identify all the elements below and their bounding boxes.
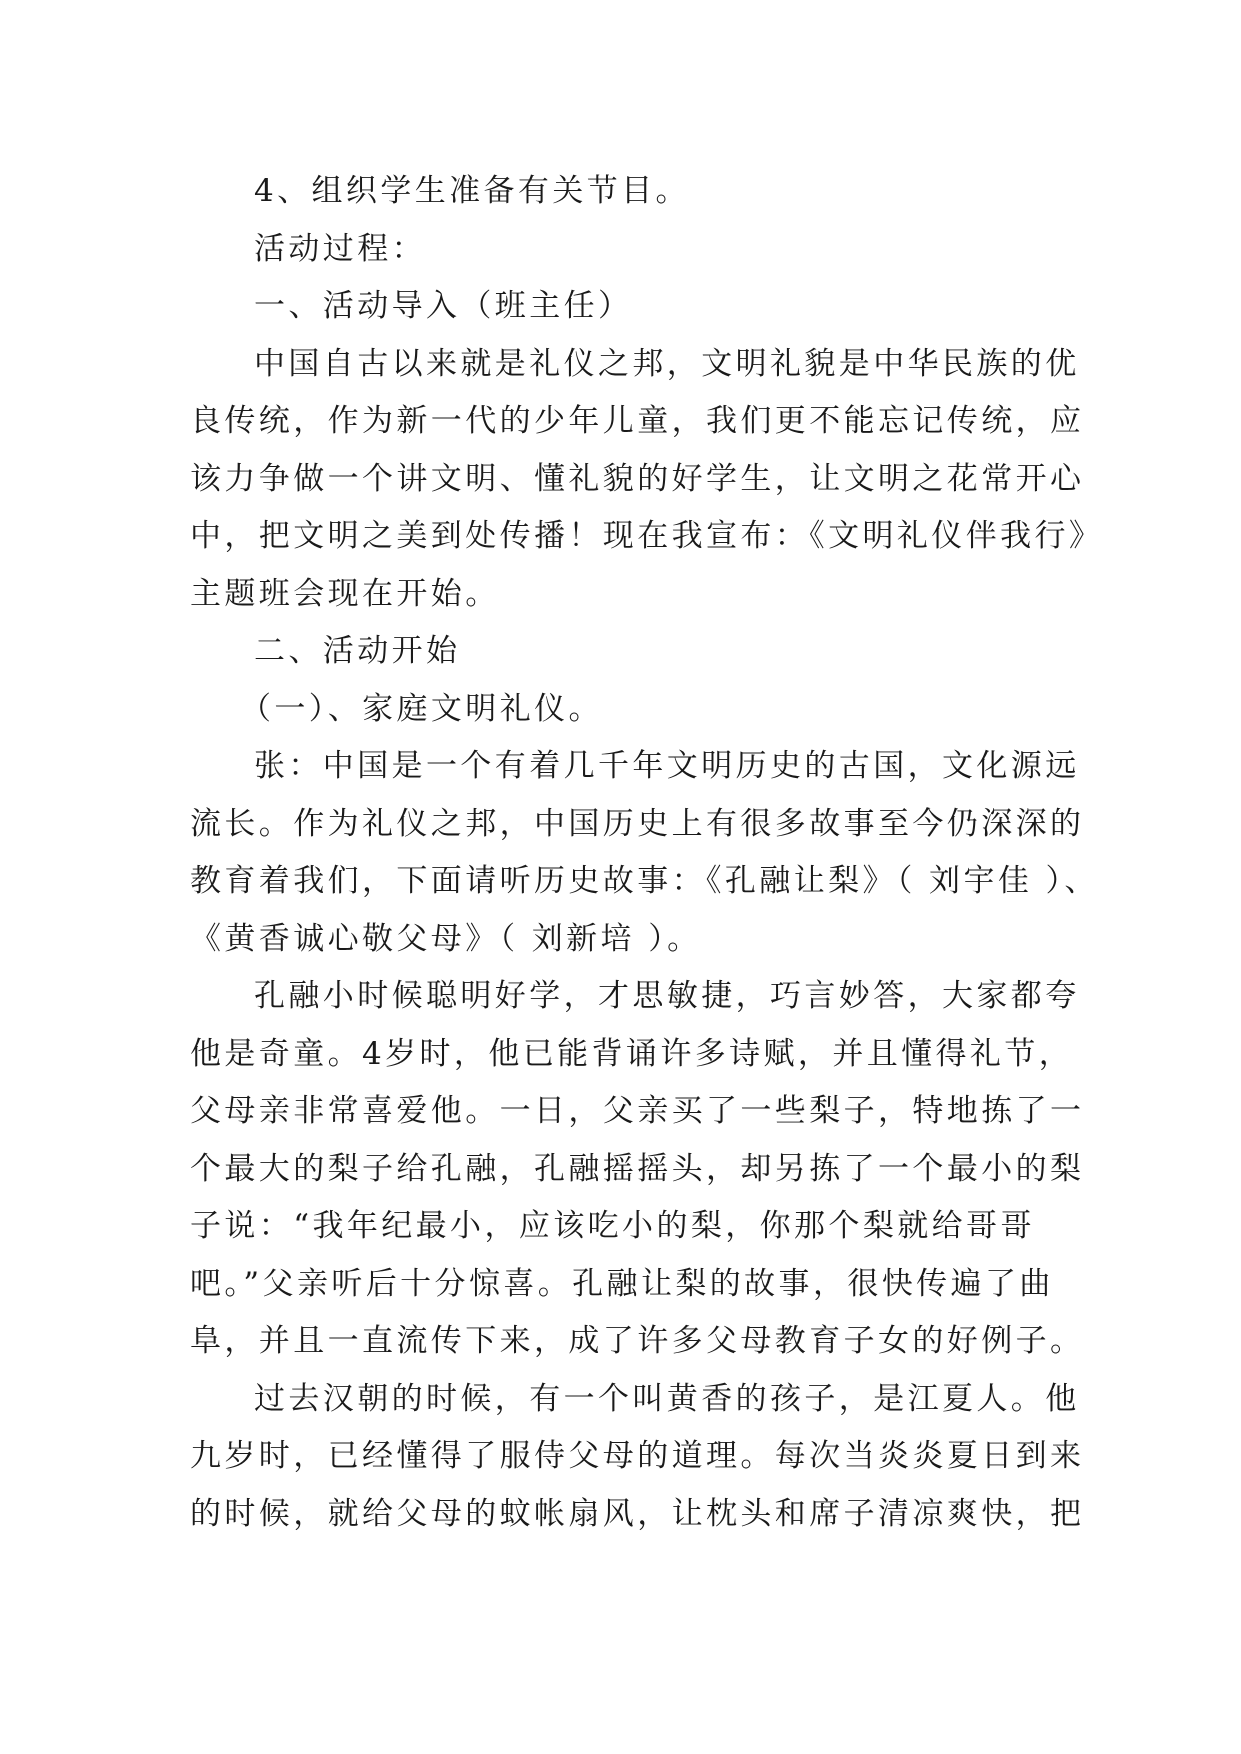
paragraph-line: 孔融小时候聪明好学，才思敏捷，巧言妙答，大家都夸 [254,978,1080,1014]
paragraph-line: 该力争做一个讲文明、懂礼貌的好学生，让文明之花常开心 [190,460,1085,497]
paragraph-line: 的时候，就给父母的蚊帐扇风，让枕头和席子清凉爽快，把 [190,1495,1085,1532]
subsection-heading: （一）、家庭文明礼仪。 [240,690,603,727]
paragraph-line: 流长。作为礼仪之邦，中国历史上有很多故事至今仍深深的 [190,805,1085,842]
section-heading: 二、活动开始 [254,633,461,669]
paragraph-line: 张：中国是一个有着几千年文明历史的古国，文化源远 [254,748,1080,784]
paragraph-line: 中，把文明之美到处传播！现在我宣布：《文明礼仪伴我行》 [190,518,1104,554]
paragraph-line: 阜，并且一直流传下来，成了许多父母教育子女的好例子。 [190,1323,1085,1359]
paragraph-line: 他是奇童。4岁时，他已能背诵许多诗赋，并且懂得礼节， [190,1035,1074,1072]
paragraph-line: 良传统，作为新一代的少年儿童，我们更不能忘记传统，应 [190,403,1085,439]
paragraph-line: 中国自古以来就是礼仪之邦，文明礼貌是中华民族的优 [254,345,1080,382]
section-heading: 一、活动导入（班主任） [254,288,633,324]
paragraph-line: 过去汉朝的时候，有一个叫黄香的孩子，是江夏人。他 [254,1380,1080,1417]
text-line: 4、组织学生准备有关节目。 [254,173,690,209]
paragraph-line: 九岁时，已经懂得了服侍父母的道理。每次当炎炎夏日到来 [190,1438,1085,1474]
section-heading: 活动过程： [254,230,426,267]
paragraph-line: 个最大的梨子给孔融，孔融摇摇头，却另拣了一个最小的梨 [190,1150,1085,1187]
document-body [190,163,1104,1543]
paragraph-line: 父母亲非常喜爱他。一日，父亲买了一些梨子，特地拣了一 [190,1093,1085,1129]
paragraph-line: 主题班会现在开始。 [190,575,500,612]
paragraph-line: 教育着我们，下面请听历史故事：《孔融让梨》（ 刘宇佳 ）、 [190,863,1099,899]
paragraph-line: 吧。”父亲听后十分惊喜。孔融让梨的故事，很快传遍了曲 [190,1265,1054,1302]
paragraph-line: 《黄香诚心敬父母》（ 刘新培 ）。 [190,920,702,957]
paragraph-line: 子说：“我年纪最小，应该吃小的梨，你那个梨就给哥哥 [190,1208,1035,1244]
